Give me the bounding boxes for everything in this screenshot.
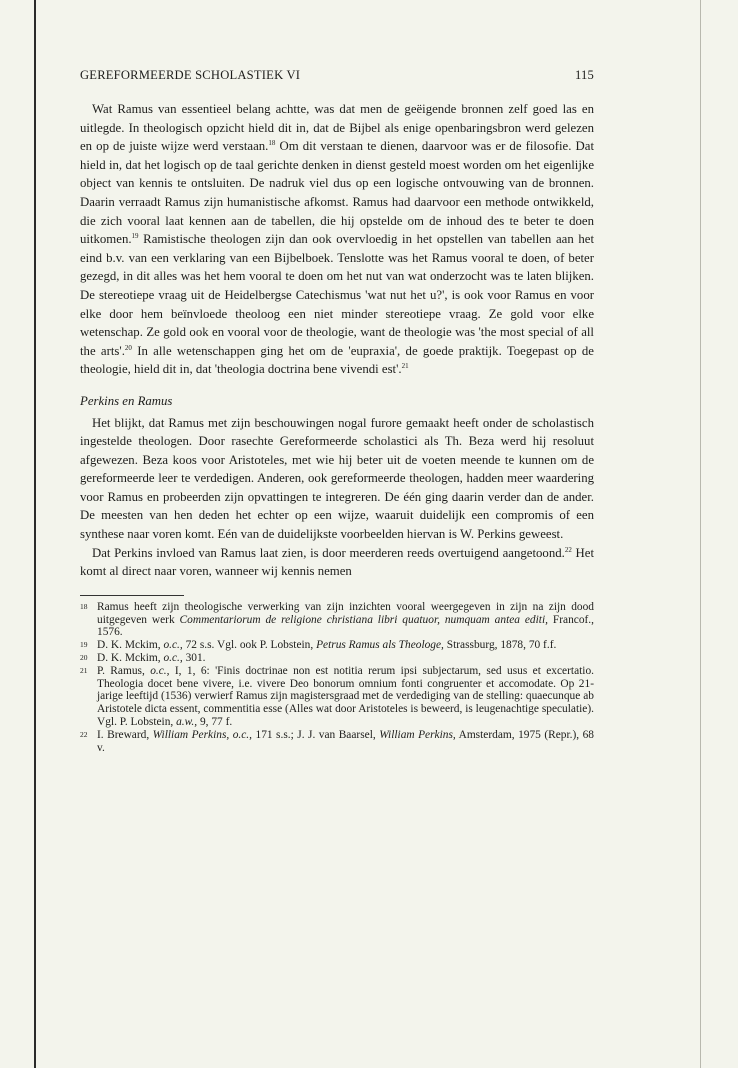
footnote [80,639,594,652]
footnote-number: 18 [80,601,88,611]
footnote-segment: Ramus heeft zijn theologische verwerking van zijn inzichten vooral weergegeven in zijn na zijn dood uitgegeven werk [97,600,594,626]
footnote-number: 22 [80,729,88,739]
footnote [80,652,594,665]
paragraph-text: Het komt al direct naar voren, wanneer wij kennis nemen [80,545,594,579]
footnote-italic: a.w., [176,716,198,729]
paragraph [80,544,594,581]
footnote-italic: o.c., [163,652,183,665]
footnote-text [97,652,594,665]
page [80,68,594,754]
footnote-number: 19 [80,640,88,650]
running-head-title: GEREFORMEERDE SCHOLASTIEK VI [80,68,301,82]
footnote [80,601,594,639]
footnote-segment: I. Breward, [97,728,153,741]
footnote-italic: William Perkins, [379,728,456,741]
paragraph: Het blijkt, dat Ramus met zijn beschouwingen nogal furore gemaakt heeft onder de scholastisch ingestelde theologen. Door rasechte Gereformeerde scholastici als Th. Beza werd hij resoluut afgewezen. Beza koos voor Aristoteles, met wie hij beter uit de voeten meende te kunnen om de gereformeerde leer te verdedigen. Anderen, ook gereformeerde theologen, hadden meer waardering voor Ramus en probeerden zijn opvattingen te integreren. De één ging daarin verder dan de ander. De meesten van hen deden het echter op een wijze, waaruit duidelijk een compromis of een synthese naar voren komt. Eén van de duidelijkste voorbeelden hiervan is W. Perkins geweest. [80,415,594,542]
footnote-segment: D. K. Mckim, [97,639,164,652]
footnote-ref[interactable]: 19 [131,232,139,241]
footnote-segment: 171 s.s.; J. J. van Baarsel, [252,728,380,741]
footnote-segment: 301. [182,652,206,665]
footnote-number: 20 [80,653,88,663]
footnote-segment: 72 s.s. Vgl. ook P. Lobstein, [182,639,317,652]
paragraph-text: Dat Perkins invloed van Ramus laat zien, is door meerderen reeds overtuigend aangetoond. [92,545,565,560]
paragraph-text: In alle wetenschappen ging het om de 'eupraxia', de goede praktijk. Toegepast op de theologie, hield dit in, dat 'theologia doctrina bene vivendi est'. [80,343,594,377]
section-heading: Perkins en Ramus [80,393,173,408]
footnote-ref[interactable]: 20 [124,343,132,352]
footnote-italic: Petrus Ramus als Theologe, [316,639,444,652]
paragraph-text: Wat Ramus van essentieel belang achtte, was dat men de geëigende bronnen zelf goed las en uitlegde. In theologisch opzicht hield dit in, dat de Bijbel als enige openbaringsbron werd gelezen en op de juiste wijze werd verstaan. [80,102,594,154]
page-number: 115 [574,68,594,82]
footnote [80,665,594,729]
footnote-segment: I, 1, 6: 'Finis doctrinae non est notitia rerum ipsi subjectarum, sed usus et excertatio. Theologia docet bene vivere, i.e. vivere Deo bonorum omnium fonti congruenter et accomodate. Op 21-jarige leeftijd (1536) verwierf Ramus zijn magistersgraad met de verdediging van de stelling: quaecunque ab Aristotele dicta essent, commentitia esse (Alles wat door Aristoteles is beweerd, is leugenachtige speculatie). Vgl. P. Lobstein, [97,664,594,729]
footnote-segment: P. Ramus, [97,664,151,677]
body-text [80,100,594,581]
footnote-text [97,665,594,729]
footnote-italic: Commentariorum de religione christiana libri quatuor, numquam antea editi, [179,613,548,626]
footnote-italic: o.c., [163,639,183,652]
footnote-number: 21 [80,665,88,675]
footnote-ref[interactable]: 22 [564,545,572,554]
footnote-segment: 9, 77 f. [197,716,233,729]
page-edge-rule [34,0,36,1068]
paragraph [80,100,594,379]
footnote-italic: William Perkins, o.c., [152,728,253,741]
footnote-ref[interactable]: 18 [268,139,276,148]
footnote-segment: Amsterdam, 1975 (Repr.), 68 v. [97,728,594,754]
paragraph-text: Ramistische theologen zijn dan ook overvloedig in het opstellen van tabellen aan het eind b.v. van een verklaring van een Bijbelboek. Tenslotte was het Ramus vooral te doen, of beter gezegd, in dit alles was het hem vooral te doen om het nut van wat onderzocht was te laten blijken. De stereotiepe vraag uit de Heidelbergse Catechismus 'wat nut het u?', is ook voor Ramus en voor elke door hem beïnvloede theoloog een niet minder stereotiepe vraag. Ze gold voor elke wetenschap. Ze gold ook en vooral voor de theologie, want de theologie was 'the most special of all the arts'. [80,232,594,358]
footnote-separator [80,595,184,596]
paragraph-text: Om dit verstaan te dienen, daarvoor was er de filosofie. Dat hield in, dat het logisch op de taal gerichte denken in dienst gesteld moest worden om het eigenlijke object van kennis te ontsluiten. De nadruk viel dus op een logische ontvouwing van de bronnen. Daarin verraadt Ramus zijn humanistische afkomst. Ramus had daarvoor een methode ontwikkeld, die zich vooral laat kennen aan de tabellen, die hij opstelde om de inhoud des te beter te doen uitkomen. [80,139,595,247]
footnote-segment: D. K. Mckim, [97,652,164,665]
running-head [80,68,594,84]
footnote-text [97,729,594,755]
footnote-segment: Francof., 1576. [97,613,594,639]
footnote-italic: o.c., [150,664,170,677]
page-edge-shadow [700,0,701,1068]
footnotes [80,601,594,755]
footnote-ref[interactable]: 21 [401,362,409,371]
footnote [80,729,594,755]
footnote-text [97,601,594,639]
footnote-text [97,639,594,652]
footnote-segment: Strassburg, 1878, 70 f.f. [443,639,557,652]
